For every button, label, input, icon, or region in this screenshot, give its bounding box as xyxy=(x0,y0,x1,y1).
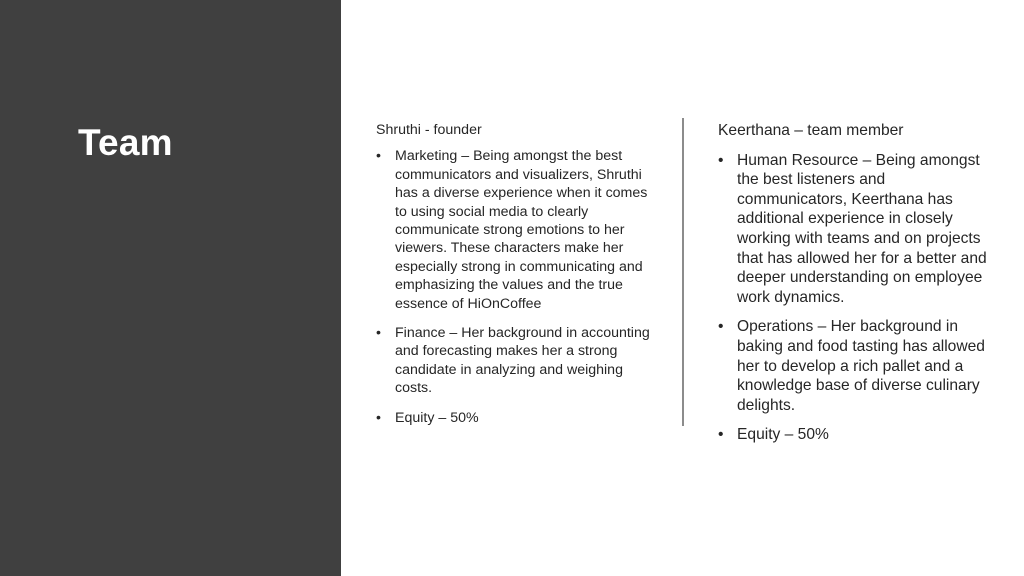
founder-heading: Shruthi - founder xyxy=(376,122,482,138)
bullet-text: Equity – 50% xyxy=(395,409,479,426)
bullet-text: Human Resource – Being amongst the best listeners and communicators, Keerthana has additional experience in closely working with teams and on projects that has allowed her for a better and deeper understanding on employee work dynamics. xyxy=(737,151,987,306)
team-member-column xyxy=(718,121,988,455)
bullet-text: Marketing – Being amongst the best communicators and visualizers, Shruthi has a diverse experience when it comes to using social media to clearly communicate strong emotions to her viewers. These characters make her especially strong in communicating and emphasizing the values and the true essence of HiOnCoffee xyxy=(395,148,648,312)
title-panel xyxy=(0,0,341,576)
bullet-icon: • xyxy=(376,148,381,165)
list-item xyxy=(718,151,988,308)
list-item xyxy=(718,317,988,415)
bullet-icon: • xyxy=(376,409,381,426)
bullet-text: Operations – Her background in baking and food tasting has allowed her to develop a rich pallet and a knowledge base of diverse culinary delights. xyxy=(737,318,985,414)
bullet-icon: • xyxy=(718,151,724,169)
team-member-bullet-list xyxy=(718,151,988,445)
list-item xyxy=(376,324,661,398)
bullet-icon: • xyxy=(718,318,724,336)
column-divider xyxy=(682,118,684,426)
list-item xyxy=(376,409,661,427)
bullet-text: Equity – 50% xyxy=(737,426,829,444)
bullet-icon: • xyxy=(376,325,381,342)
bullet-text: Finance – Her background in accounting and forecasting makes her a strong candidate in analyzing and weighing costs. xyxy=(395,325,650,397)
founder-column xyxy=(376,121,661,438)
founder-bullet-list xyxy=(376,147,661,427)
list-item xyxy=(718,425,988,445)
bullet-icon: • xyxy=(718,426,724,444)
list-item xyxy=(376,147,661,313)
team-member-heading: Keerthana – team member xyxy=(718,122,904,139)
slide-title: Team xyxy=(78,122,173,163)
